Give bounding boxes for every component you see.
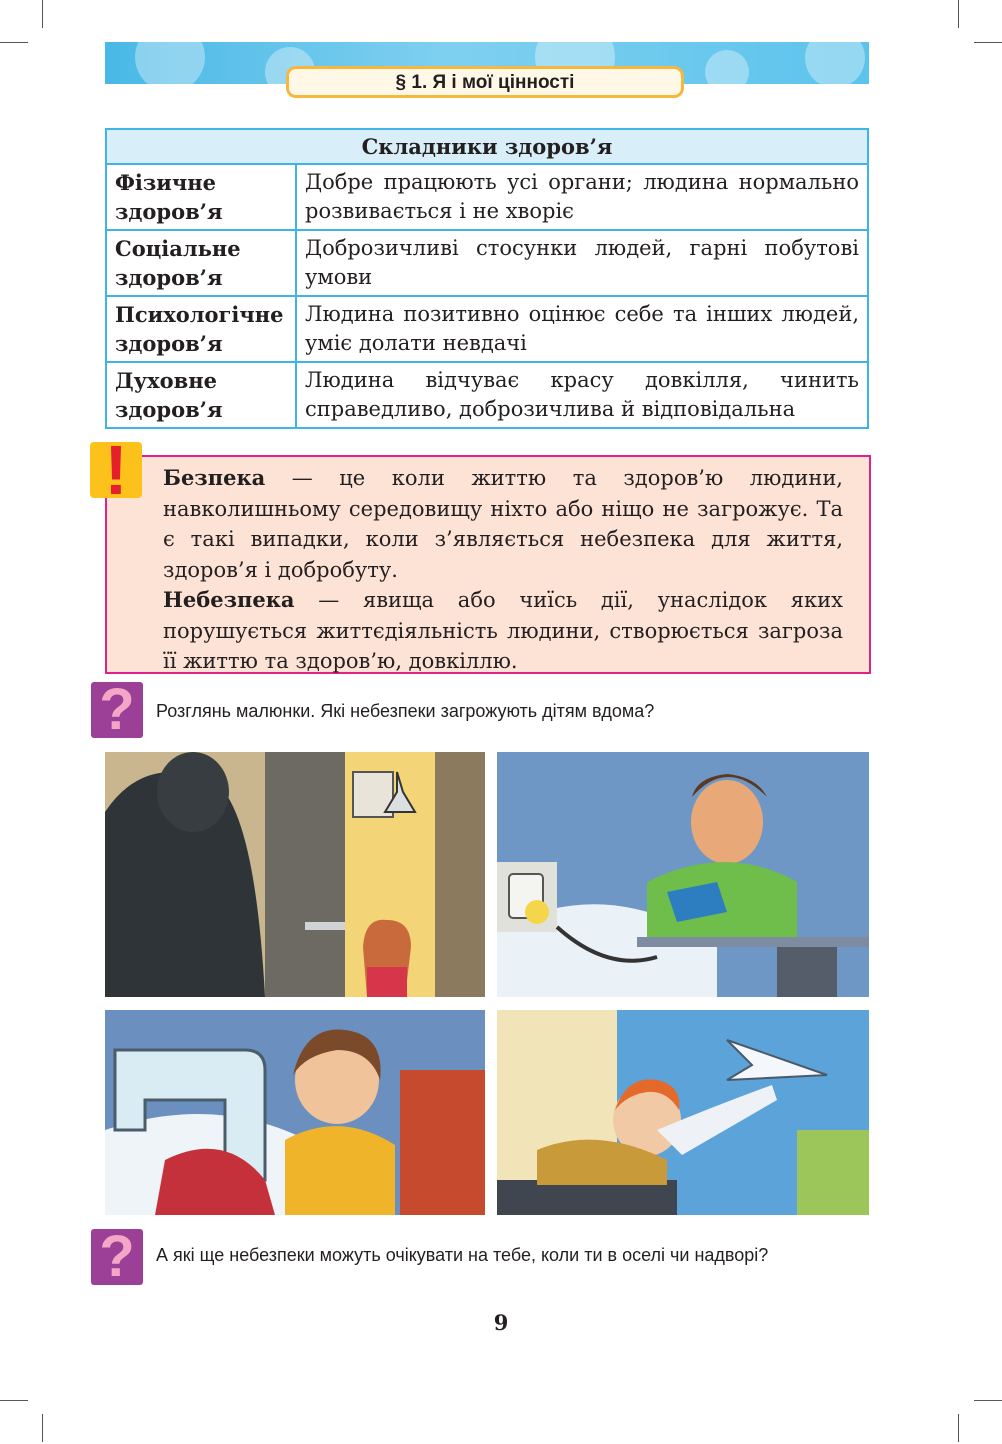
safety-text: — це коли життю та здоров’ю людини, навколишньому середовищу ніхто або ніщо не загрожує. Та є такі випадки, коли з’являється небезпека для життя, здоров’я і добробуту. [163,466,843,582]
row-term: Соціальне здоров’я [106,230,296,296]
table-row [106,296,868,362]
row-description: Доброзичливі стосунки людей, гарні побутові умови [296,230,868,296]
health-components-table [105,128,869,429]
row-term: Психологічне здоров’я [106,296,296,362]
girl-at-sewing-machine-illustration [105,1010,485,1215]
boy-with-iron-illustration [497,752,869,997]
row-description: Людина позитивно оцінює себе та інших людей, уміє долати невдачі [296,296,868,362]
question-mark-icon: ? [91,1229,143,1285]
crop-mark [0,42,28,43]
row-description: Людина відчуває красу довкілля, чинить справедливо, доброзичлива й відповідальна [296,362,868,428]
definitions-box [105,455,871,674]
row-description: Добре працюють усі органи; людина нормально розвивається і не хворіє [296,164,868,230]
exclamation-icon: ! [90,442,142,498]
danger-definition [163,585,843,677]
question-1: Розглянь малюнки. Які небезпеки загрожують дітям вдома? [156,701,655,721]
boy-leaning-from-window-illustration [497,1010,869,1215]
row-term: Духовне здоров’я [106,362,296,428]
table-row [106,164,868,230]
crop-mark [42,1414,43,1442]
crop-mark [42,0,43,28]
safety-term: Безпека [163,465,266,490]
crop-mark [974,1400,1002,1401]
table-heading: Складники здоров’я [106,129,868,164]
table-row [106,362,868,428]
page-number: 9 [493,1310,509,1335]
table-row [106,230,868,296]
crop-mark [0,1400,28,1401]
crop-mark [958,1414,959,1442]
danger-text: — явища або чиїсь дії, унаслідок яких порушується життєдіяльність людини, створюється загроза її життю та здоров’ю, довкіллю. [163,588,843,673]
row-term: Фізичне здоров’я [106,164,296,230]
stranger-at-door-illustration [105,752,485,997]
safety-definition [163,463,843,585]
question-2: А які ще небезпеки можуть очікувати на тебе, коли ти в оселі чи надворі? [156,1245,769,1265]
section-title: § 1. Я і мої цінності [286,66,684,98]
crop-mark [958,0,959,28]
danger-term: Небезпека [163,587,295,612]
crop-mark [974,42,1002,43]
question-mark-icon: ? [91,682,143,738]
